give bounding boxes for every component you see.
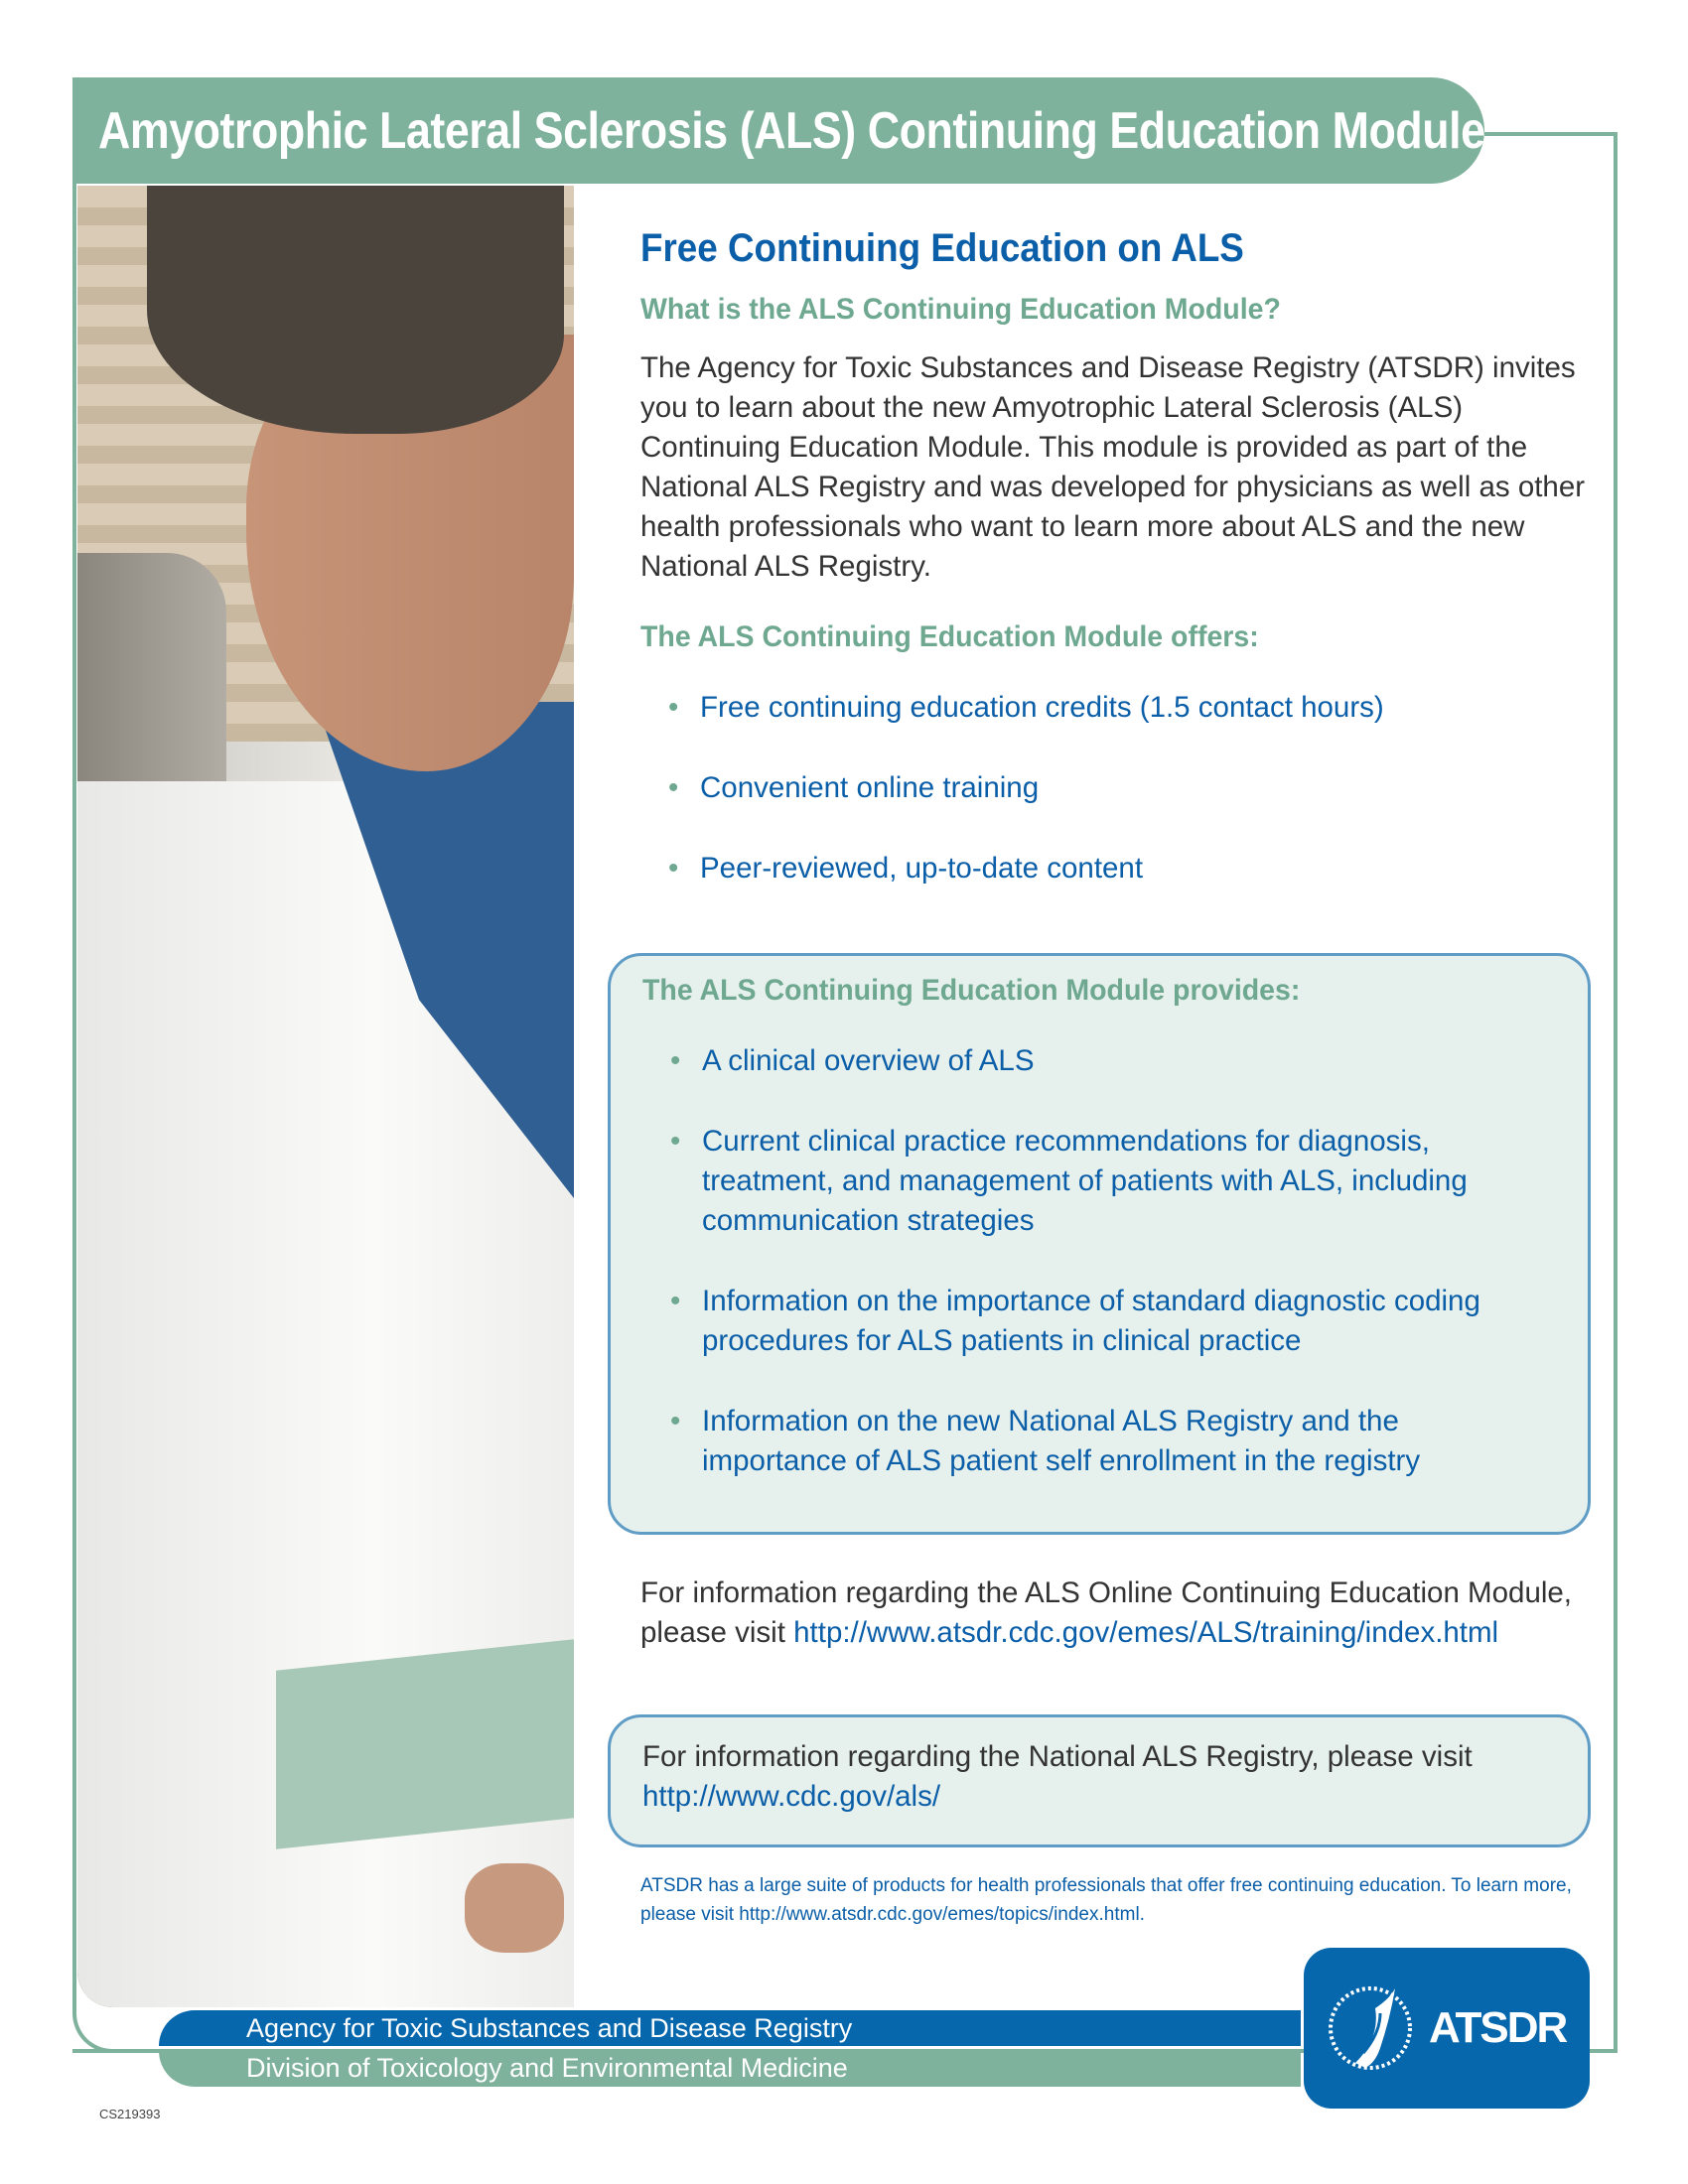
logo-text: ATSDR [1429, 2003, 1567, 2052]
registry-info [642, 1737, 1576, 1817]
registry-link[interactable]: http://www.cdc.gov/als/ [642, 1780, 941, 1813]
training-link[interactable]: http://www.atsdr.cdc.gov/emes/ALS/training/index.html [793, 1616, 1499, 1649]
what-heading: What is the ALS Continuing Education Module? [640, 293, 1281, 326]
division-name: Division of Toxicology and Environmental Medicine [159, 2049, 1301, 2087]
section-title: Free Continuing Education on ALS [640, 226, 1244, 270]
header-banner [72, 77, 1484, 184]
provides-heading: The ALS Continuing Education Module provides: [642, 974, 1301, 1007]
agency-name: Agency for Toxic Substances and Disease Registry [159, 2010, 1301, 2046]
document-code: CS219393 [99, 2107, 161, 2121]
hhs-eagle-icon [1326, 1969, 1415, 2088]
main-content [640, 226, 1594, 888]
provides-box [608, 953, 1591, 1535]
training-info [640, 1573, 1584, 1653]
atsdr-logo [1304, 1948, 1590, 2109]
registry-info-text: For information regarding the National ALS Registry, please visit [642, 1740, 1473, 1773]
list-item: • Convenient online training [640, 768, 1594, 808]
training-info-text: For information regarding the ALS Online Continuing Education Module, please visit [640, 1576, 1573, 1649]
list-item: • Information on the new National ALS Registry and the importance of ALS patient self enrollment in the registry [642, 1402, 1536, 1481]
list-item: • Current clinical practice recommendations for diagnosis, treatment, and management of patients with ALS, including communication strategies [642, 1122, 1536, 1241]
list-item: • Information on the importance of standard diagnostic coding procedures for ALS patients in clinical practice [642, 1282, 1536, 1361]
offers-heading: The ALS Continuing Education Module offers: [640, 620, 1259, 653]
doctor-photo [77, 186, 574, 2007]
provides-list [642, 1041, 1536, 1481]
registry-box [608, 1714, 1591, 1847]
list-item: • Free continuing education credits (1.5 contact hours) [640, 688, 1594, 728]
page-title: Amyotrophic Lateral Sclerosis (ALS) Continuing Education Module [98, 101, 1485, 160]
intro-paragraph: The Agency for Toxic Substances and Disease Registry (ATSDR) invites you to learn about the new Amyotrophic Lateral Sclerosis (ALS) Continuing Education Module. This module is provided as part of the National ALS Registry and was developed for physicians as well as other health professionals who want to learn more about ALS and the new National ALS Registry. [640, 351, 1586, 583]
footnote: ATSDR has a large suite of products for health professionals that offer free continuing education. To learn more, please visit http://www.atsdr.cdc.gov/emes/topics/index.html. [640, 1875, 1572, 1925]
list-item: • A clinical overview of ALS [642, 1041, 1536, 1081]
offers-list [640, 688, 1594, 888]
list-item: • Peer-reviewed, up-to-date content [640, 849, 1594, 888]
